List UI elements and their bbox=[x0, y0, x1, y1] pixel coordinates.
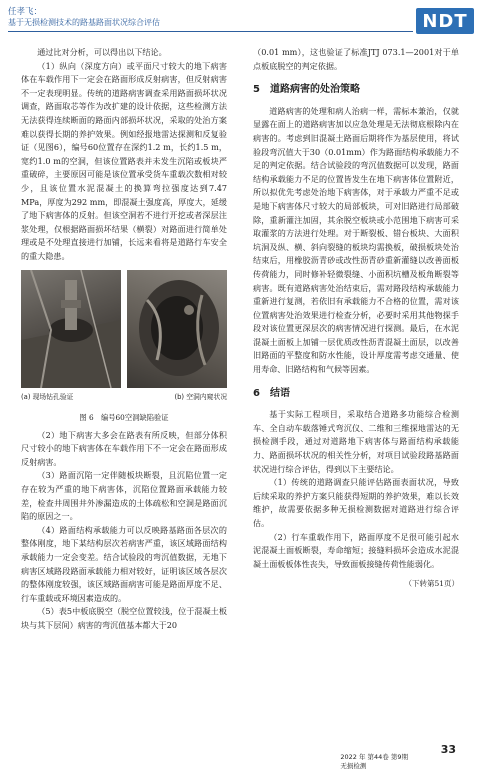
right-column bbox=[253, 46, 459, 591]
subfigure-b-caption: (b) 空洞内窥状况 bbox=[174, 392, 227, 401]
photo-field-drilling bbox=[21, 270, 121, 388]
paragraph: 基于实际工程项目，采取结合道路多功能综合检测车、全自动车载落锤式弯沉仪、二维和三维探地雷达的无损检测手段，通过对道路地下病害体与路面结构承载能力、路面损坏状况的相关性分析，对项目试验段路基路面状况进行综合评估，得到以下主要结论。 bbox=[253, 409, 459, 474]
paragraph: 道路病害的处理和病人治病一样，需标本兼治，仅就显露在面上的道路病害加以应急处理是无法彻底根除内在病害的。考虑到旧混凝土路面后期将作为基层使用，将试验段弯沉值大于30（0.01mm）作为路面结构承载能力不足的判定依据。结合试验段的弯沉值数据可以发现，路面结构承载能力不足的位置皆发生在地下病害体位置附近，所以拟优先考虑处治地下病害体，对于承载力严重不足或是地下病害体尺寸较大的局部板块，可对旧路进行局部破除，重新灌注加固，其余脱空板块或小范围地下病害可采取灌浆的方法进行处理。对于断裂板、错台板块、大面积坑洞及纵、横、斜向裂缝的板块均需换板，破损板块处治结束后，用橡胶沥青砂或改性沥青砂重新灌缝以改善面板传荷能力，同时修补轻微裂缝、小面积坑槽及板角断裂等病害。既有道路病害处治结束后，需对路段结构承载能力重新进行复测，若依旧有承载能力不合格的位置，需对该位置病害处治效果进行检查分析，必要时采用其他物探手段对该位置更深层次的病害情况进行探测。最后，在水泥混凝土面板上加铺一层优质改性沥青混凝土面层，以改善旧路面的平整度和防水性能，设计厚度需考虑交通量、使用寿命、旧路结构和气候等因素。 bbox=[253, 105, 459, 375]
paragraph: 通过比对分析，可以得出以下结论。 bbox=[37, 47, 167, 57]
left-column bbox=[21, 46, 227, 633]
page-header bbox=[0, 0, 480, 40]
paragraph: （5）表5中板底脱空（脱空位置较浅，位于混凝土板块与其下层间）病害的弯沉值基本都大于20 bbox=[21, 606, 227, 630]
paragraph: （1）纵向（深度方向）或平面尺寸较大的地下病害体在车载作用下一定会在路面形成反射病害，但反射病害不一定表现明显。传统的道路病害调查采用路面损坏状况调查，路面取芯等作为改扩建的设计依据，这些检测方法无法获得连续断面的路面内部损坏状况，采取的处治方案难以获得长期的养护效果。例如经报地雷达探测和反复验证（见图6），编号60位置存在深约1.2 m，长约1.5 m，宽约1.0 m的空洞，但该位置路表并未发生沉陷或板块严重破碎，主要原因可能是该位置承受货车重载次数相对较少，且该位置水泥混凝土的换算弯拉强度达到7.47 MPa，厚度为292 mm，即混凝土强度高，厚度大，延缓了地下病害体的反射。但该空洞若不进行开挖或者深层注浆处理，仅根据路面损坏结果（横裂）对路面进行简单处理或是不处理直接进行加铺，长远来看将是道路行车安全的重大隐患。 bbox=[21, 60, 227, 261]
page-number: 33 bbox=[440, 743, 456, 756]
header-title: 基于无损检测技术的路基路面状况综合评估 bbox=[8, 18, 160, 27]
continued-note: （下转第51页） bbox=[404, 579, 459, 589]
section-heading-5: 5 道路病害的处治策略 bbox=[253, 84, 360, 96]
journal-logo: NDT bbox=[416, 8, 474, 34]
paragraph: （0.01 mm），这也验证了标准JTJ 073.1—2001对于单点板底脱空的判定依据。 bbox=[253, 47, 459, 71]
paragraph: （4）路面结构承载能力可以反映路基路面各层次的整体刚度，地下某结构层次若病害严重，该区域路面结构承载能力一定会变差。结合试验段的弯沉值数据，无地下病害区域路段路面承载能力相对较好，证明该区域各层次的整体刚度较强，该区域路面病害可能是路面厚度不足、行车重载或环境因素造成的。 bbox=[21, 524, 227, 603]
paragraph: （2）行车重载作用下，路面厚度不足很可能引起水泥混凝土面板断裂，寿命缩短；接缝料损坏会造成水泥混凝土面板板体性丧失，导致面板接缝传荷性能弱化。 bbox=[253, 531, 459, 569]
section-heading-6: 6 结语 bbox=[253, 387, 290, 399]
journal-name: 无损检测 bbox=[340, 762, 367, 770]
paragraph: （3）路面沉陷一定伴随板块断裂，且沉陷位置一定存在较为严重的地下病害体，沉陷位置路面承载能力较差，检查井周围井外渗漏造成的土体疏松和空洞是路面沉陷的原因之一。 bbox=[21, 470, 227, 522]
figure-caption: 图 6 编号60空洞缺陷验证 bbox=[79, 413, 169, 423]
paragraph: （1）传统的道路调查只能评估路面表面状况，导致后续采取的养护方案只能获得短期的养护效果，难以长效维护，故需要依据多种无损检测数据对道路进行综合评估。 bbox=[253, 477, 459, 528]
journal-issue: 2022 年 第44卷 第9期 bbox=[340, 753, 408, 761]
photo-void-interior bbox=[127, 270, 227, 388]
figure-6 bbox=[21, 270, 227, 425]
paragraph: （2）地下病害大多会在路表有所反映，但部分体积尺寸较小的地下病害体在车载作用下不一定会在路面形成反射病害。 bbox=[21, 429, 227, 467]
journal-info bbox=[340, 753, 408, 771]
header-author: 任孝飞： bbox=[8, 7, 43, 17]
subfigure-a-caption: (a) 现场钻孔验证 bbox=[21, 392, 74, 401]
header-divider bbox=[8, 31, 413, 32]
